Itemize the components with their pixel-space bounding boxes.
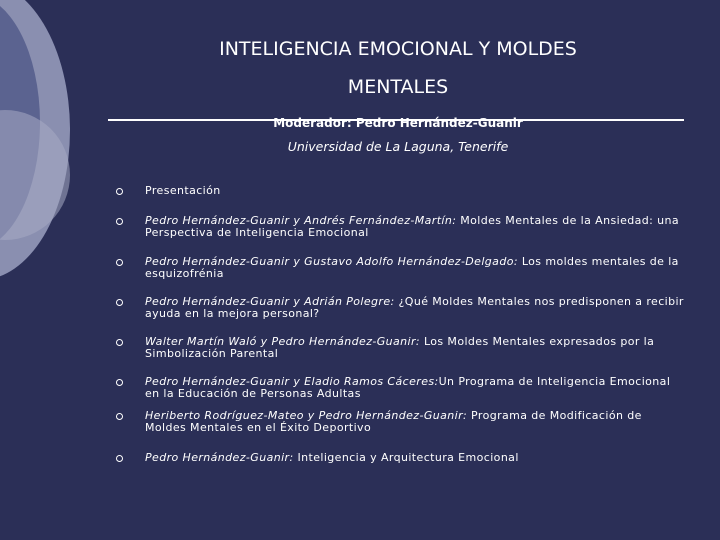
agenda-item-topic: Un Programa de Inteligencia Emocional en la Educación de Personas Adultas bbox=[145, 375, 671, 400]
agenda-item-text bbox=[145, 452, 685, 464]
bullet-icon bbox=[116, 188, 123, 195]
agenda-item-topic: Moldes Mentales de la Ansiedad: una Perspectiva de Inteligencia Emocional bbox=[145, 214, 680, 239]
agenda-item-topic: Programa de Modificación de Moldes Mentales en el Éxito Deportivo bbox=[145, 409, 642, 434]
agenda-item-authors: Pedro Hernández-Guanir y Adrián Polegre: bbox=[145, 295, 399, 308]
bullet-icon bbox=[116, 379, 123, 386]
agenda-item-topic: Los Moldes Mentales expresados por la Simbolización Parental bbox=[145, 335, 655, 360]
bullet-icon bbox=[116, 259, 123, 266]
agenda-item-authors: Pedro Hernández-Guanir y Gustavo Adolfo Hernández-Delgado: bbox=[145, 255, 522, 268]
agenda-item-text bbox=[145, 215, 685, 239]
bullet-icon bbox=[116, 455, 123, 462]
agenda-item-text bbox=[145, 336, 685, 360]
agenda-item-topic: Los moldes mentales de la esquizofrénia bbox=[145, 255, 679, 280]
agenda-item-text bbox=[145, 376, 685, 400]
agenda-item-text bbox=[145, 185, 685, 197]
agenda-item-authors: Pedro Hernández-Guanir: bbox=[145, 451, 298, 464]
agenda-item-authors: Walter Martín Waló y Pedro Hernández-Guanir: bbox=[145, 335, 424, 348]
agenda-item-topic: Presentación bbox=[145, 184, 221, 197]
title-line-2: MENTALES bbox=[347, 76, 449, 98]
title-line-1: INTELIGENCIA EMOCIONAL Y MOLDES bbox=[219, 38, 577, 60]
agenda-item-authors: Pedro Hernández-Guanir y Eladio Ramos Cáceres: bbox=[145, 375, 439, 388]
agenda-item-text bbox=[145, 256, 685, 280]
bullet-icon bbox=[116, 299, 123, 306]
agenda-item-text bbox=[145, 296, 685, 320]
agenda-item-authors: Heriberto Rodríguez-Mateo y Pedro Hernández-Guanir: bbox=[145, 409, 472, 422]
university-line: Universidad de La Laguna, Tenerife bbox=[287, 139, 509, 154]
slide-title bbox=[110, 30, 686, 106]
bullet-icon bbox=[116, 339, 123, 346]
agenda-item-authors: Pedro Hernández-Guanir y Andrés Fernández-Martín: bbox=[145, 214, 461, 227]
agenda-item-topic: ¿Qué Moldes Mentales nos predisponen a recibir ayuda en la mejora personal? bbox=[145, 295, 684, 320]
agenda-item-topic: Inteligencia y Arquitectura Emocional bbox=[297, 451, 519, 464]
bullet-icon bbox=[116, 218, 123, 225]
agenda-item-text bbox=[145, 410, 685, 434]
moderator-line: Moderador: Pedro Hernández-Guanir bbox=[273, 116, 523, 130]
bullet-icon bbox=[116, 413, 123, 420]
